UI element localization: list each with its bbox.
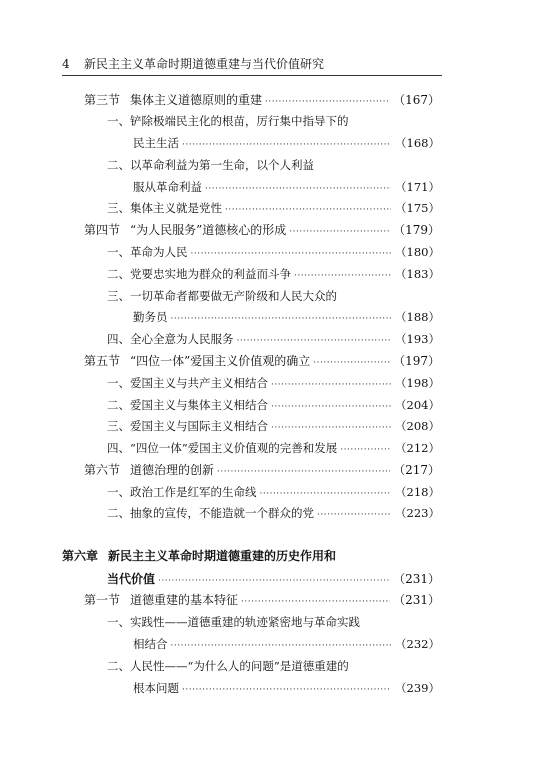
toc-entry[interactable] [84,222,440,240]
entry-page: （217） [393,463,440,477]
leader-dots [191,246,392,262]
leader-dots [265,94,390,110]
leader-dots [294,268,391,284]
leader-dots [205,181,391,197]
entry-page: （204） [395,398,440,412]
toc-entry[interactable] [133,636,440,654]
entry-title: 一、铲除极端民主化的根苗，厉行集中指导下的 [107,114,349,128]
toc-entry[interactable] [84,353,440,371]
toc-chapter-entry[interactable] [62,548,440,564]
entry-title: 二、抽象的宣传，不能造就一个群众的党 [107,506,314,520]
entry-label: 第六章 [62,549,99,563]
toc-entry[interactable] [133,179,440,197]
leader-dots [225,202,391,218]
toc-entry[interactable] [84,592,440,610]
toc-entry[interactable] [107,331,440,349]
leader-dots [289,224,390,240]
entry-title: 一、政治工作是红军的生命线 [107,485,257,499]
entry-page: （231） [393,593,440,607]
toc-entry[interactable] [84,92,440,110]
entry-title: 二、爱国主义与集体主义相结合 [107,398,268,412]
toc-entry[interactable] [107,614,440,630]
entry-page: （175） [395,201,440,215]
entry-title: 相结合 [133,637,168,651]
toc-entry[interactable] [107,505,440,523]
leader-dots [171,638,392,654]
entry-title: 民主生活 [133,136,179,150]
entry-page: （193） [395,332,440,346]
leader-dots [260,486,392,502]
toc-entry[interactable] [107,266,440,284]
toc-entry[interactable] [107,418,440,436]
leader-dots [313,355,390,371]
toc-entry[interactable] [107,484,440,502]
entry-page: （239） [395,681,440,695]
entry-label: 第四节 [84,223,121,237]
toc-entry[interactable] [107,375,440,393]
entry-title: 道德治理的创新 [130,463,215,477]
entry-title: 三、集体主义就是党性 [107,201,222,215]
toc-entry[interactable] [107,244,440,262]
leader-dots [271,399,391,415]
leader-dots [171,311,392,327]
entry-title: 四、全心全意为人民服务 [107,332,234,346]
toc-entry[interactable] [107,658,440,674]
entry-label: 第五节 [84,354,121,368]
entry-title: 一、实践性——道德重建的轨迹紧密地与革命实践 [107,615,360,629]
entry-page: （179） [393,223,440,237]
entry-page: （183） [395,267,440,281]
leader-dots [271,420,391,436]
entry-title: 根本问题 [133,681,179,695]
entry-page: （197） [393,354,440,368]
leader-dots [340,442,391,458]
entry-title: 三、爱国主义与国际主义相结合 [107,419,268,433]
entry-title: 四、“四位一体”爱国主义价值观的完善和发展 [107,441,338,455]
entry-title: “为人民服务”道德核心的形成 [130,223,287,237]
toc-entry[interactable] [107,440,440,458]
entry-page: （171） [395,180,440,194]
leader-dots [182,682,391,698]
entry-title: 一、爱国主义与共产主义相结合 [107,376,268,390]
entry-label: 第一节 [84,593,121,607]
entry-page: （198） [395,376,440,390]
toc-entry[interactable] [107,200,440,218]
leader-dots [217,464,390,480]
book-title: 新民主主义革命时期道德重建与当代价值研究 [84,57,325,71]
entry-page: （208） [395,419,440,433]
leader-dots [237,333,392,349]
leader-dots [182,137,391,153]
entry-title: 二、以革命利益为第一生命，以个人利益 [107,158,314,172]
page-number: 4 [62,57,70,71]
entry-page: （212） [395,441,440,455]
entry-title: 一、革命为人民 [107,245,188,259]
entry-page: （188） [395,310,440,324]
entry-label: 第六节 [84,463,121,477]
entry-title: 勤务员 [133,310,168,324]
entry-page: （218） [395,485,440,499]
entry-title: 集体主义道德原则的重建 [130,93,263,107]
toc-entry[interactable] [133,135,440,153]
leader-dots [158,573,390,589]
entry-label: 第三节 [84,93,121,107]
entry-title: 三、一切革命者都要做无产阶级和人民大众的 [107,289,337,303]
entry-title: 二、党要忠实地为群众的利益而斗争 [107,267,291,281]
entry-page: （223） [395,506,440,520]
entry-title: 二、人民性——“为什么人的问题”是道德重建的 [107,659,349,673]
entry-page: （232） [395,637,440,651]
entry-title: 服从革命利益 [133,180,202,194]
leader-dots [241,594,390,610]
entry-title: 新民主主义革命时期道德重建的历史作用和 [108,549,337,563]
entry-title: 道德重建的基本特征 [130,593,239,607]
entry-title: “四位一体”爱国主义价值观的确立 [130,354,311,368]
toc-entry[interactable] [84,462,440,480]
leader-dots [317,507,391,523]
entry-page: （180） [395,245,440,259]
entry-page: （168） [395,136,440,150]
toc-entry[interactable] [133,309,440,327]
toc-entry[interactable] [107,397,440,415]
leader-dots [271,377,391,393]
toc-entry[interactable] [107,113,440,129]
entry-page: （167） [393,93,440,107]
entry-page: （231） [393,572,440,586]
toc-entry[interactable] [133,680,440,698]
toc-chapter-entry[interactable] [107,571,440,589]
toc-entry[interactable] [107,288,440,304]
entry-title: 当代价值 [107,572,156,586]
toc-entry[interactable] [107,157,440,173]
